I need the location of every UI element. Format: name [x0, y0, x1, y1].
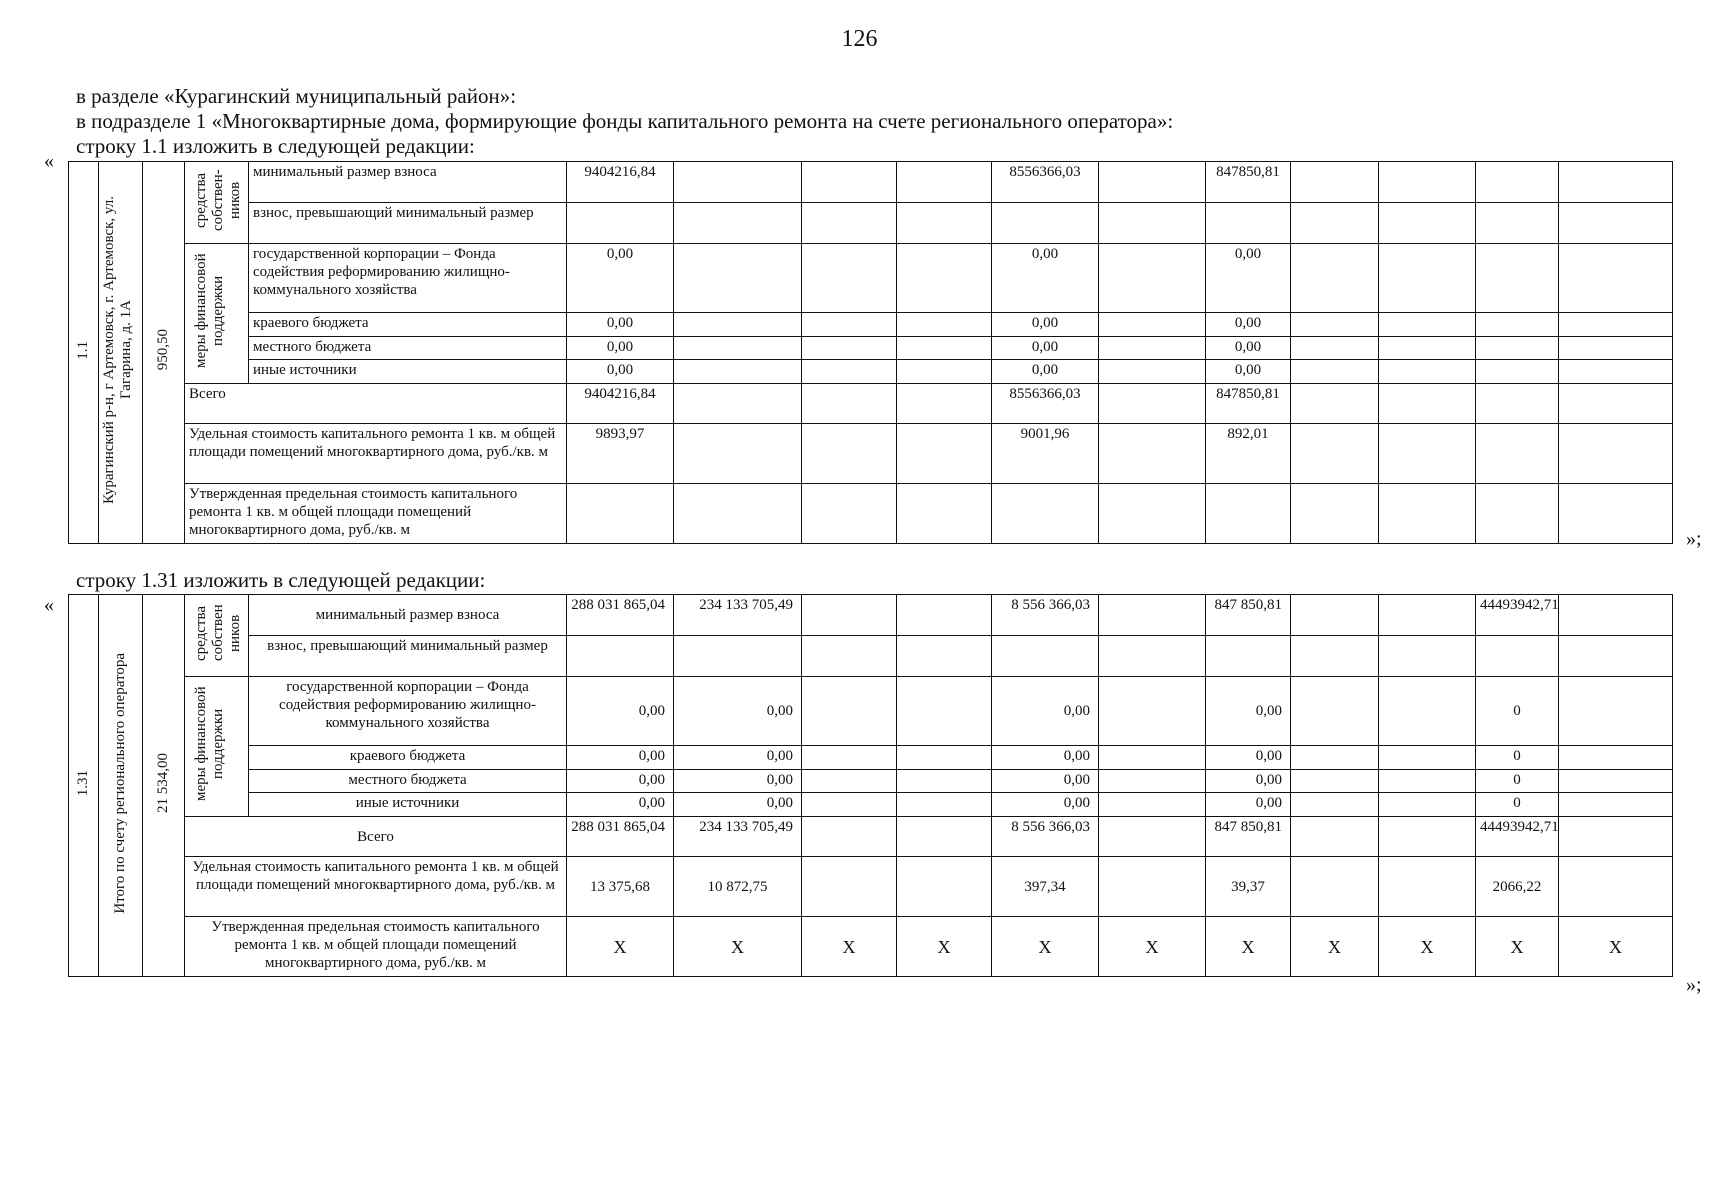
value-cell	[1379, 793, 1476, 817]
table-row	[69, 917, 1673, 977]
value-cell	[1099, 769, 1206, 793]
value-cell	[1559, 424, 1673, 484]
value-cell	[1099, 313, 1206, 337]
value-cell: 0,00	[674, 746, 802, 770]
value-cell: 0,00	[1206, 793, 1291, 817]
value-cell	[802, 244, 897, 313]
close-quote-1: »;	[1686, 528, 1702, 550]
owners-funds-label: средства собствен-ников	[185, 162, 249, 244]
value-cell: 847 850,81	[1206, 595, 1291, 636]
value-cell	[1559, 817, 1673, 857]
value-cell	[1559, 857, 1673, 917]
label-regional-budget: краевого бюджета	[249, 746, 567, 770]
value-cell	[1291, 746, 1379, 770]
table-row	[69, 360, 1673, 384]
label-over-minimum: взнос, превышающий минимальный размер	[249, 636, 567, 677]
value-cell: 288 031 865,04	[567, 817, 674, 857]
value-cell	[1559, 336, 1673, 360]
value-cell	[1559, 360, 1673, 384]
value-cell: 0,00	[1206, 746, 1291, 770]
value-cell	[674, 162, 802, 203]
support-measures-label: меры финансовой поддержки	[185, 244, 249, 384]
value-cell	[1379, 360, 1476, 384]
value-cell: 0,00	[992, 793, 1099, 817]
label-limit-cost: Утвержденная предельная стоимость капитального ремонта 1 кв. м общей площади помещений многоквартирного дома, руб./кв. м	[185, 917, 567, 977]
value-cell: 892,01	[1206, 424, 1291, 484]
address-cell: Итого по счету регионального оператора	[99, 595, 143, 977]
value-cell	[674, 336, 802, 360]
value-cell: 0,00	[992, 313, 1099, 337]
table-row	[69, 817, 1673, 857]
label-over-minimum: взнос, превышающий минимальный размер	[249, 203, 567, 244]
label-unit-cost: Удельная стоимость капитального ремонта 1 кв. м общей площади помещений многоквартирного дома, руб./кв. м	[185, 424, 567, 484]
table-row	[69, 484, 1673, 544]
value-cell	[897, 162, 992, 203]
value-cell: 847 850,81	[1206, 817, 1291, 857]
row-number: 1.1	[69, 162, 99, 544]
value-cell: 10 872,75	[674, 857, 802, 917]
value-cell: 0,00	[674, 793, 802, 817]
value-cell	[1291, 384, 1379, 424]
value-cell: 39,37	[1206, 857, 1291, 917]
value-cell: 9001,96	[992, 424, 1099, 484]
value-cell	[1291, 769, 1379, 793]
address-cell: Курагинский р-н, г Артемовск, г. Артемовск, ул. Гагарина, д. 1А	[99, 162, 143, 544]
value-cell	[897, 244, 992, 313]
value-cell	[1379, 424, 1476, 484]
value-cell: 0,00	[567, 244, 674, 313]
value-cell	[1379, 162, 1476, 203]
label-other-sources: иные источники	[249, 793, 567, 817]
row-number: 1.31	[69, 595, 99, 977]
value-cell	[1291, 336, 1379, 360]
value-cell: 8556366,03	[992, 384, 1099, 424]
table-row	[69, 636, 1673, 677]
value-cell: 0,00	[1206, 313, 1291, 337]
open-quote-1: «	[44, 150, 54, 172]
value-cell: Х	[674, 917, 802, 977]
value-cell	[1291, 360, 1379, 384]
value-cell: 0,00	[1206, 769, 1291, 793]
value-cell	[1379, 244, 1476, 313]
value-cell: 0,00	[1206, 244, 1291, 313]
value-cell: Х	[1206, 917, 1291, 977]
instruction-row-1-1: строку 1.1 изложить в следующей редакции:	[76, 134, 475, 158]
value-cell: 0,00	[674, 769, 802, 793]
value-cell: 0,00	[567, 313, 674, 337]
value-cell: 397,34	[992, 857, 1099, 917]
open-quote-2: «	[44, 594, 54, 616]
value-cell	[1099, 746, 1206, 770]
value-cell	[1379, 817, 1476, 857]
value-cell	[1559, 595, 1673, 636]
table-row	[69, 313, 1673, 337]
value-cell	[802, 424, 897, 484]
amendment-table-row-1-31	[68, 594, 1673, 977]
value-cell	[1559, 162, 1673, 203]
value-cell	[1291, 857, 1379, 917]
value-cell	[1559, 769, 1673, 793]
total-area-cell: 950,50	[143, 162, 185, 544]
value-cell	[897, 424, 992, 484]
value-cell: 0	[1476, 769, 1559, 793]
value-cell	[1476, 313, 1559, 337]
value-cell	[897, 769, 992, 793]
value-cell	[1291, 244, 1379, 313]
table-row	[69, 769, 1673, 793]
value-cell	[1476, 336, 1559, 360]
label-limit-cost: Утвержденная предельная стоимость капитального ремонта 1 кв. м общей площади помещений многоквартирного дома, руб./кв. м	[185, 484, 567, 544]
value-cell: 0,00	[1206, 677, 1291, 746]
value-cell	[1291, 677, 1379, 746]
value-cell: 0,00	[992, 746, 1099, 770]
table-row	[69, 203, 1673, 244]
value-cell	[1099, 595, 1206, 636]
value-cell: 0,00	[1206, 336, 1291, 360]
value-cell: 0,00	[992, 360, 1099, 384]
value-cell: 2066,22	[1476, 857, 1559, 917]
value-cell: 8556366,03	[992, 162, 1099, 203]
value-cell	[1476, 384, 1559, 424]
value-cell: 288 031 865,04	[567, 595, 674, 636]
label-total: Всего	[185, 817, 567, 857]
value-cell	[1291, 595, 1379, 636]
value-cell	[1099, 857, 1206, 917]
close-quote-2: »;	[1686, 974, 1702, 996]
table-row	[69, 595, 1673, 636]
value-cell: 0,00	[992, 677, 1099, 746]
label-unit-cost: Удельная стоимость капитального ремонта 1 кв. м общей площади помещений многоквартирного дома, руб./кв. м	[185, 857, 567, 917]
value-cell	[897, 857, 992, 917]
value-cell: 0	[1476, 746, 1559, 770]
value-cell	[802, 162, 897, 203]
value-cell	[897, 677, 992, 746]
value-cell	[1291, 162, 1379, 203]
value-cell	[1291, 817, 1379, 857]
value-cell	[1099, 162, 1206, 203]
support-measures-label: меры финансовой поддержки	[185, 677, 249, 817]
value-cell	[1099, 793, 1206, 817]
value-cell: 0,00	[674, 677, 802, 746]
value-cell: 9893,97	[567, 424, 674, 484]
value-cell	[1379, 677, 1476, 746]
value-cell: 8 556 366,03	[992, 595, 1099, 636]
value-cell: 0	[1476, 793, 1559, 817]
value-cell: 0,00	[992, 244, 1099, 313]
value-cell	[1379, 746, 1476, 770]
value-cell	[1099, 360, 1206, 384]
value-cell	[1099, 336, 1206, 360]
value-cell	[802, 313, 897, 337]
value-cell	[802, 336, 897, 360]
table-row	[69, 424, 1673, 484]
value-cell: Х	[567, 917, 674, 977]
section-heading: в разделе «Курагинский муниципальный район»:	[76, 84, 517, 108]
value-cell	[674, 384, 802, 424]
value-cell: Х	[802, 917, 897, 977]
value-cell: 44493942,71	[1476, 817, 1559, 857]
value-cell: 0,00	[567, 746, 674, 770]
value-cell	[1559, 746, 1673, 770]
value-cell	[1291, 793, 1379, 817]
value-cell: Х	[1476, 917, 1559, 977]
value-cell	[802, 769, 897, 793]
value-cell	[674, 313, 802, 337]
value-cell: 847850,81	[1206, 384, 1291, 424]
value-cell	[674, 424, 802, 484]
value-cell	[802, 793, 897, 817]
value-cell	[897, 384, 992, 424]
value-cell: 0,00	[567, 793, 674, 817]
value-cell: 0,00	[567, 336, 674, 360]
table-row	[69, 746, 1673, 770]
value-cell	[897, 336, 992, 360]
value-cell	[1291, 313, 1379, 337]
value-cell	[1099, 817, 1206, 857]
value-cell	[897, 817, 992, 857]
value-cell	[1379, 857, 1476, 917]
value-cell	[1476, 162, 1559, 203]
value-cell: 0,00	[992, 769, 1099, 793]
value-cell	[802, 817, 897, 857]
value-cell: 0,00	[567, 677, 674, 746]
value-cell	[897, 595, 992, 636]
subsection-heading: в подразделе 1 «Многоквартирные дома, формирующие фонды капитального ремонта на счете регионального оператора»:	[76, 109, 1174, 133]
label-fund: государственной корпорации – Фонда содействия реформированию жилищно-коммунального хозяйства	[249, 244, 567, 313]
value-cell: Х	[1291, 917, 1379, 977]
label-other-sources: иные источники	[249, 360, 567, 384]
value-cell: Х	[1559, 917, 1673, 977]
instruction-row-1-31: строку 1.31 изложить в следующей редакции:	[76, 568, 486, 592]
value-cell	[802, 746, 897, 770]
value-cell	[674, 360, 802, 384]
label-local-budget: местного бюджета	[249, 769, 567, 793]
value-cell	[1099, 384, 1206, 424]
value-cell: 0	[1476, 677, 1559, 746]
value-cell: 0,00	[567, 360, 674, 384]
value-cell: 13 375,68	[567, 857, 674, 917]
label-total: Всего	[185, 384, 567, 424]
value-cell	[897, 746, 992, 770]
table-row	[69, 336, 1673, 360]
value-cell	[897, 313, 992, 337]
value-cell	[802, 384, 897, 424]
page-number: 126	[841, 26, 878, 52]
value-cell: Х	[1099, 917, 1206, 977]
value-cell	[1559, 313, 1673, 337]
table-row	[69, 857, 1673, 917]
value-cell: 9404216,84	[567, 162, 674, 203]
value-cell	[802, 857, 897, 917]
value-cell	[674, 244, 802, 313]
label-min-contribution: минимальный размер взноса	[249, 595, 567, 636]
value-cell: Х	[897, 917, 992, 977]
table-row	[69, 244, 1673, 313]
table-row	[69, 162, 1673, 203]
value-cell: 9404216,84	[567, 384, 674, 424]
value-cell	[1379, 313, 1476, 337]
value-cell: 0,00	[992, 336, 1099, 360]
label-regional-budget: краевого бюджета	[249, 313, 567, 337]
value-cell: 44493942,71	[1476, 595, 1559, 636]
value-cell	[1476, 244, 1559, 313]
value-cell: 234 133 705,49	[674, 595, 802, 636]
value-cell	[1476, 360, 1559, 384]
value-cell	[1379, 384, 1476, 424]
value-cell	[802, 595, 897, 636]
table-row	[69, 384, 1673, 424]
value-cell	[802, 677, 897, 746]
value-cell	[1559, 244, 1673, 313]
label-local-budget: местного бюджета	[249, 336, 567, 360]
value-cell	[1379, 769, 1476, 793]
value-cell	[1476, 424, 1559, 484]
value-cell	[1559, 384, 1673, 424]
value-cell	[1099, 244, 1206, 313]
amendment-table-row-1-1	[68, 161, 1673, 544]
value-cell: 0,00	[1206, 360, 1291, 384]
value-cell	[1559, 677, 1673, 746]
value-cell	[897, 793, 992, 817]
table-row	[69, 677, 1673, 746]
value-cell	[1379, 595, 1476, 636]
value-cell	[1379, 336, 1476, 360]
value-cell: 0,00	[567, 769, 674, 793]
label-fund: государственной корпорации – Фонда содействия реформированию жилищно-коммунального хозяйства	[249, 677, 567, 746]
owners-funds-label: средства собствен ников	[185, 595, 249, 677]
label-min-contribution: минимальный размер взноса	[249, 162, 567, 203]
value-cell	[1291, 424, 1379, 484]
total-area-cell: 21 534,00	[143, 595, 185, 977]
value-cell: 847850,81	[1206, 162, 1291, 203]
value-cell	[802, 360, 897, 384]
table-row	[69, 793, 1673, 817]
value-cell	[1099, 424, 1206, 484]
value-cell: Х	[1379, 917, 1476, 977]
value-cell: 234 133 705,49	[674, 817, 802, 857]
value-cell	[897, 360, 992, 384]
value-cell	[1099, 677, 1206, 746]
value-cell: Х	[992, 917, 1099, 977]
value-cell: 8 556 366,03	[992, 817, 1099, 857]
value-cell	[1559, 793, 1673, 817]
